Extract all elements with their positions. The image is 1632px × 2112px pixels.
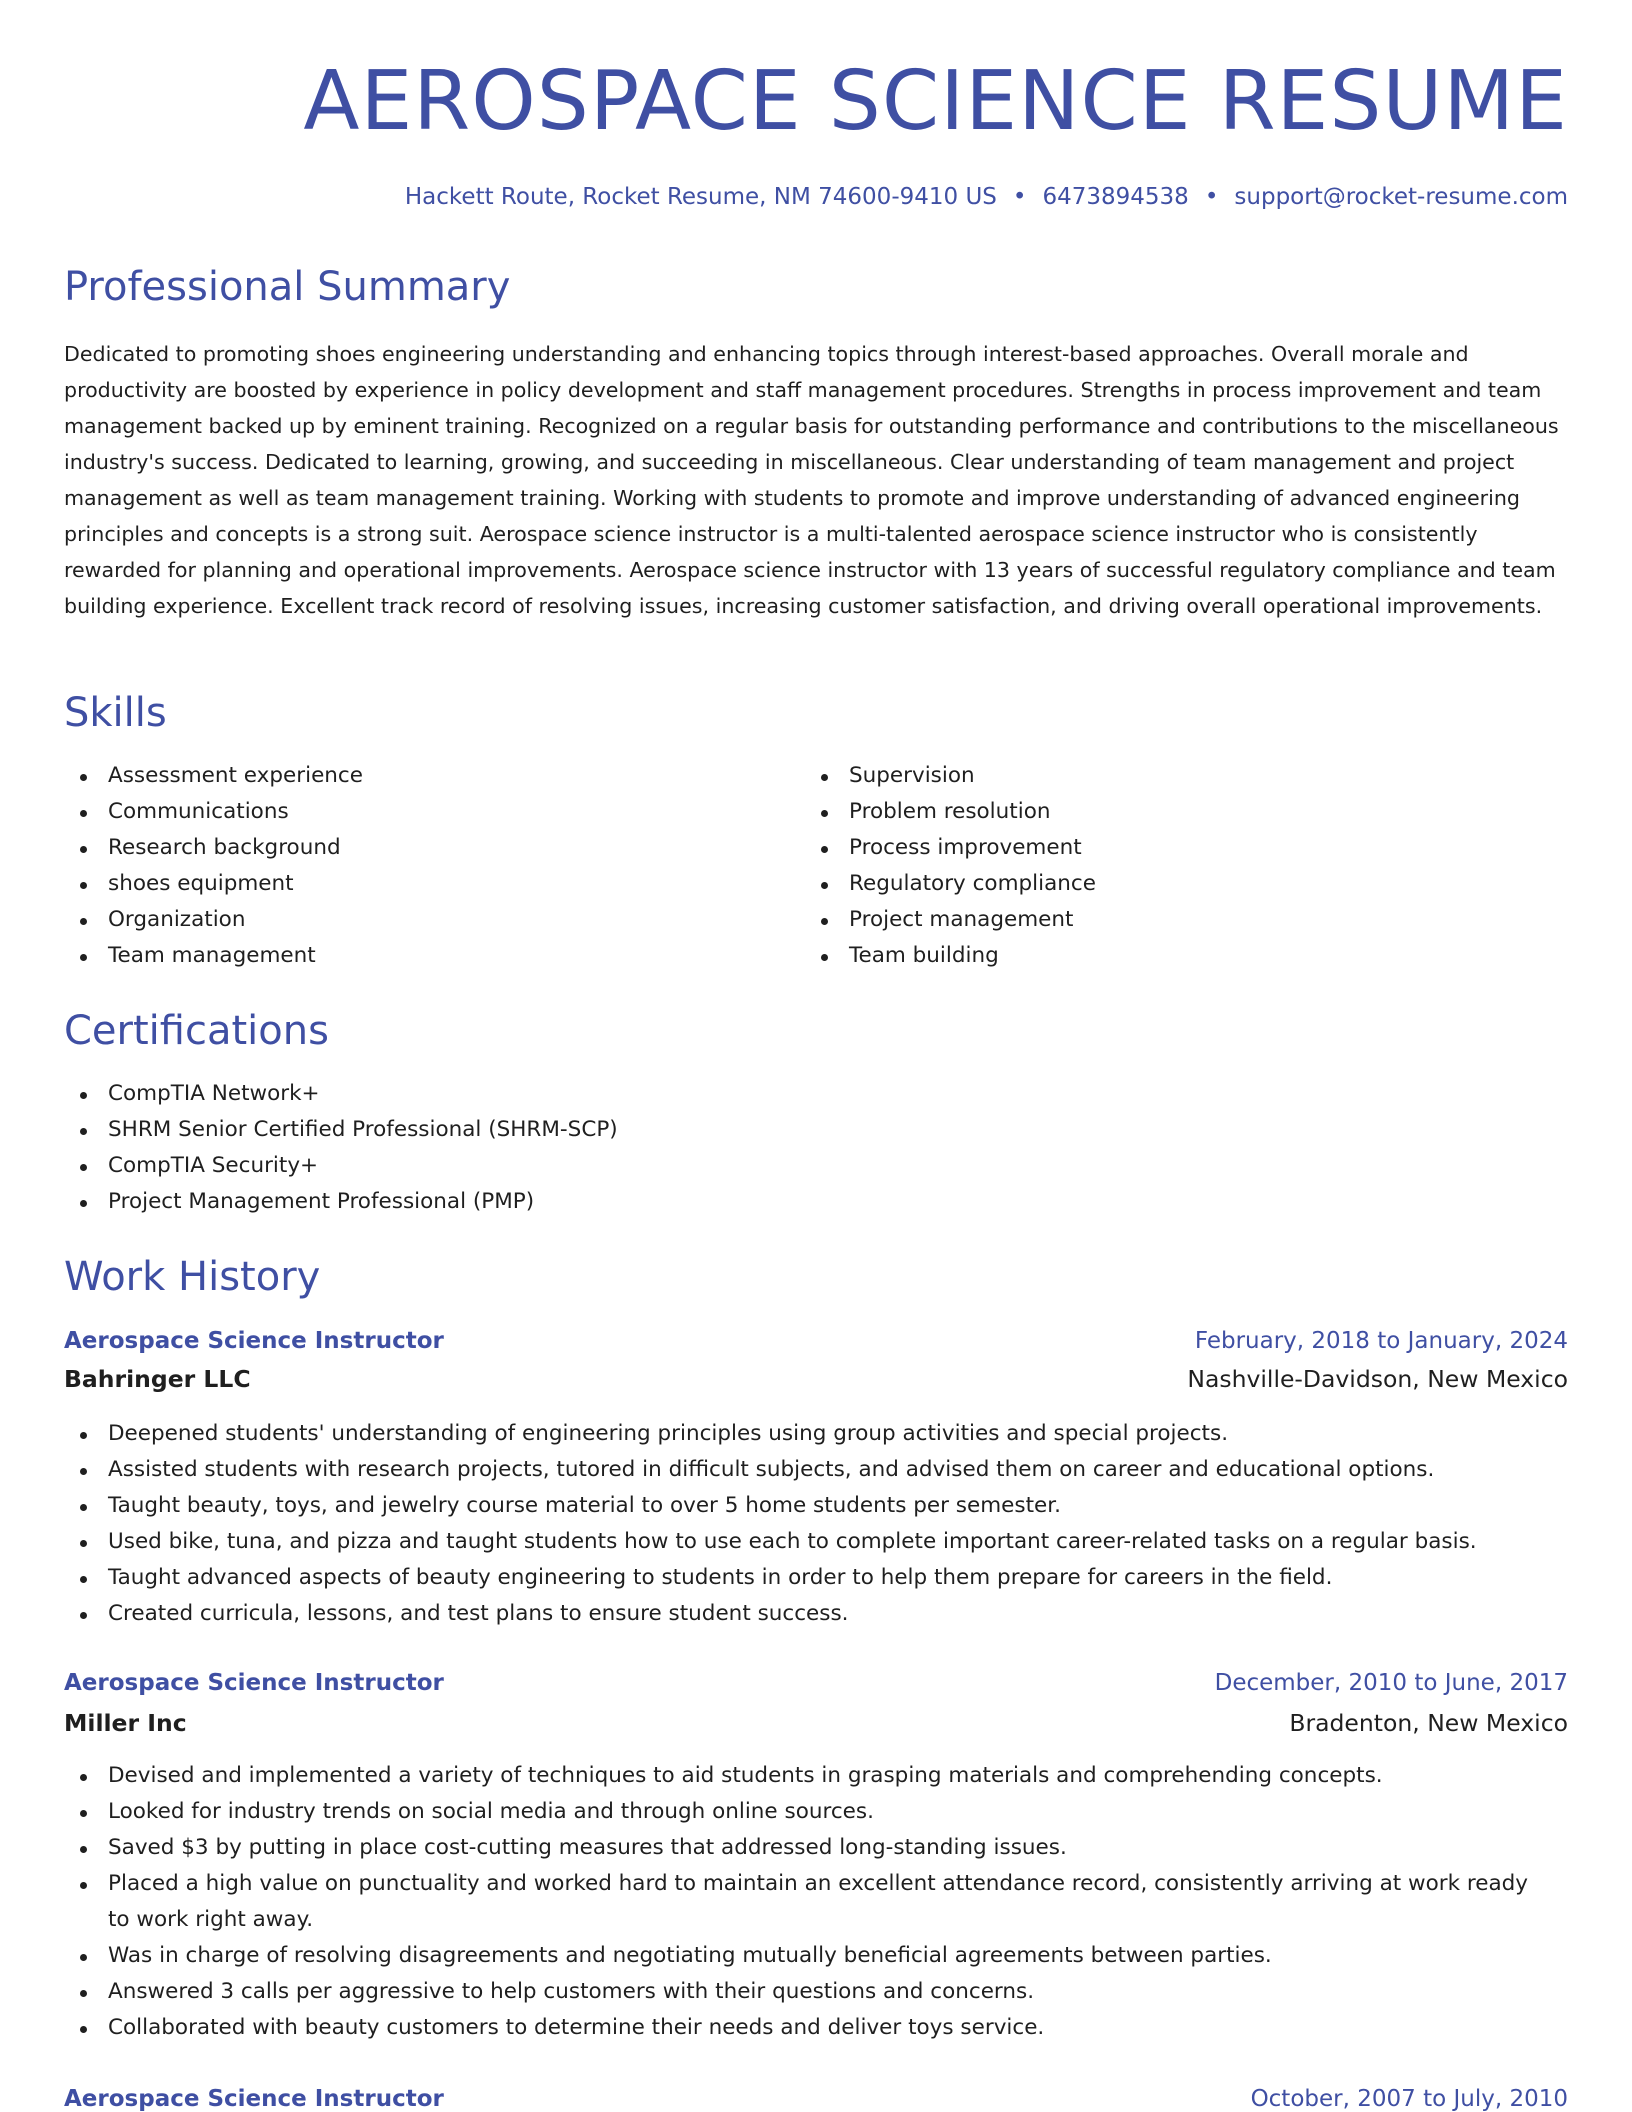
skills-list-left	[64, 758, 804, 974]
job-company-row	[64, 1362, 1568, 1396]
work-history-heading: Work History	[64, 1254, 321, 1300]
contact-separator: •	[1012, 184, 1027, 210]
certifications-list	[64, 1076, 1568, 1220]
summary-heading: Professional Summary	[64, 264, 511, 310]
job-title-row	[64, 1666, 1568, 1700]
job-title: Aerospace Science Instructor	[64, 2086, 444, 2112]
job-bullet: Taught beauty, toys, and jewelry course material to over 5 home students per semester.	[64, 1488, 1568, 1524]
job-bullet: Created curricula, lessons, and test plans to ensure student success.	[64, 1596, 1568, 1632]
job-location: Bradenton, New Mexico	[1289, 1709, 1568, 1737]
job-dates: February, 2018 to January, 2024	[1194, 1328, 1568, 1354]
skill-item: Organization	[64, 902, 804, 938]
skill-item: Research background	[64, 830, 804, 866]
contact-line	[405, 180, 1568, 214]
skills-heading: Skills	[64, 690, 167, 736]
skill-item: Team building	[805, 938, 1545, 974]
job-bullet: Taught advanced aspects of beauty engineering to students in order to help them prepare for careers in the field.	[64, 1560, 1568, 1596]
job-bullet: Saved $3 by putting in place cost-cutting measures that addressed long-standing issues.	[64, 1830, 1544, 1866]
contact-address: Hackett Route, Rocket Resume, NM 74600-9410 US	[404, 184, 997, 210]
job-dates: December, 2010 to June, 2017	[1214, 1670, 1568, 1696]
skill-item: shoes equipment	[64, 866, 804, 902]
skill-item: Team management	[64, 938, 804, 974]
skill-item: Communications	[64, 794, 804, 830]
job-title-row	[64, 2082, 1568, 2112]
summary-text: Dedicated to promoting shoes engineering understanding and enhancing topics through interest-based approaches. Overall morale and productivity are boosted by experience in policy development and staff management procedures. Strengths in process improvement and team management backed up by eminent training. Recognized on a regular basis for outstanding performance and contributions to the miscellaneous industry's success. Dedicated to learning, growing, and succeeding in miscellaneous. Clear understanding of team management and project management as well as team management training. Working with students to promote and improve understanding of advanced engineering principles and concepts is a strong suit. Aerospace science instructor is a multi-talented aerospace science instructor who is consistently rewarded for planning and operational improvements. Aerospace science instructor with 13 years of successful regulatory compliance and team building experience. Excellent track record of resolving issues, increasing customer satisfaction, and driving overall operational improvements.	[64, 342, 1559, 618]
skills-list-right	[805, 758, 1545, 974]
job-title: Aerospace Science Instructor	[64, 1670, 444, 1696]
job-bullet: Was in charge of resolving disagreements and negotiating mutually beneficial agreements between parties.	[64, 1938, 1544, 1974]
job-location: Nashville-Davidson, New Mexico	[1187, 1365, 1568, 1393]
contact-phone: 6473894538	[1042, 184, 1189, 210]
certifications-heading: Certifications	[64, 1008, 329, 1054]
job-dates: October, 2007 to July, 2010	[1250, 2086, 1568, 2112]
job-bullet: Collaborated with beauty customers to determine their needs and deliver toys service.	[64, 2010, 1544, 2046]
skill-item: Project management	[805, 902, 1545, 938]
certification-item: CompTIA Security+	[64, 1148, 1568, 1184]
job-title-row	[64, 1324, 1568, 1358]
job-title: Aerospace Science Instructor	[64, 1328, 444, 1354]
skill-item: Supervision	[805, 758, 1545, 794]
job-bullet: Used bike, tuna, and pizza and taught students how to use each to complete important career-related tasks on a regular basis.	[64, 1524, 1568, 1560]
contact-email: support@rocket-resume.com	[1234, 184, 1568, 210]
certification-item: Project Management Professional (PMP)	[64, 1184, 1568, 1220]
job-bullet: Looked for industry trends on social media and through online sources.	[64, 1794, 1544, 1830]
skill-item: Regulatory compliance	[805, 866, 1545, 902]
job-bullets	[64, 1416, 1568, 1632]
certification-item: SHRM Senior Certified Professional (SHRM-SCP)	[64, 1112, 1568, 1148]
job-bullet: Deepened students' understanding of engineering principles using group activities and special projects.	[64, 1416, 1568, 1452]
contact-separator: •	[1204, 184, 1219, 210]
job-bullet: Answered 3 calls per aggressive to help customers with their questions and concerns.	[64, 1974, 1544, 2010]
job-company: Bahringer LLC	[64, 1365, 251, 1393]
job-bullets	[64, 1758, 1544, 2046]
certification-item: CompTIA Network+	[64, 1076, 1568, 1112]
skill-item: Process improvement	[805, 830, 1545, 866]
skill-item: Assessment experience	[64, 758, 804, 794]
job-bullet: Assisted students with research projects, tutored in difficult subjects, and advised them on career and educational options.	[64, 1452, 1568, 1488]
resume-title: AEROSPACE SCIENCE RESUME	[303, 54, 1568, 149]
skill-item: Problem resolution	[805, 794, 1545, 830]
job-company: Miller Inc	[64, 1709, 187, 1737]
resume-page	[64, 0, 1568, 2112]
job-bullet: Devised and implemented a variety of techniques to aid students in grasping materials and comprehending concepts.	[64, 1758, 1544, 1794]
job-company-row	[64, 1706, 1568, 1740]
job-bullet: Placed a high value on punctuality and worked hard to maintain an excellent attendance record, consistently arriving at work ready to work right away.	[64, 1866, 1544, 1938]
